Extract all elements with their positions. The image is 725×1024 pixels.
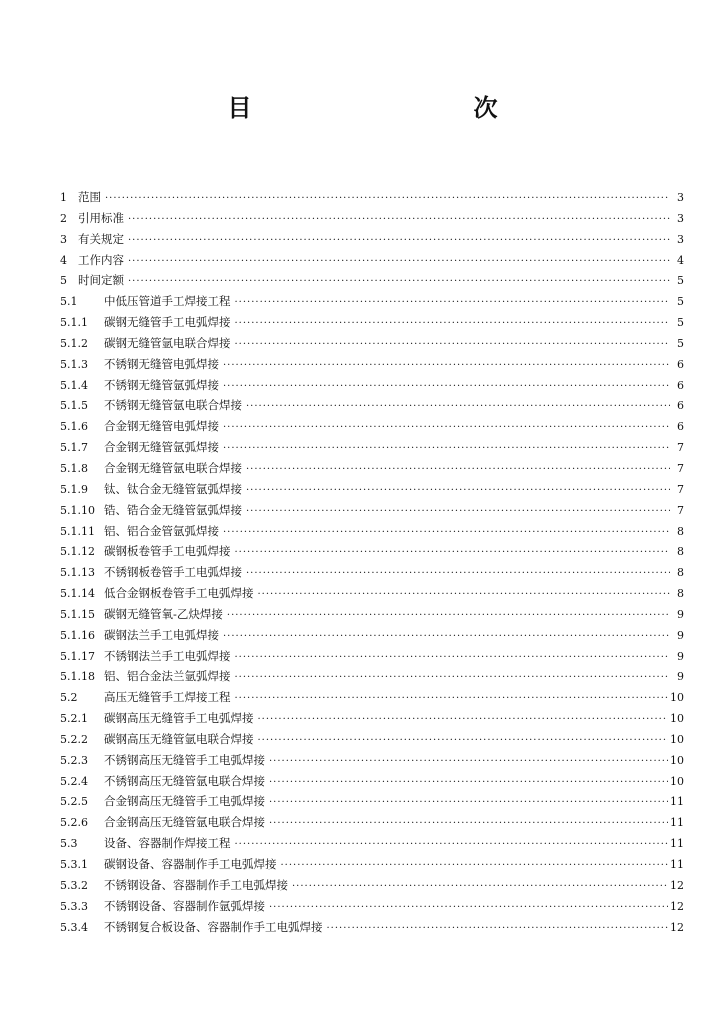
toc-entry-page: 8 [677, 545, 684, 559]
page-title: 目 次 [227, 94, 556, 122]
toc-entry-page: 9 [677, 649, 684, 663]
toc-leader-dots [128, 252, 670, 273]
toc-entry-number: 1 [60, 191, 67, 204]
toc-leader-dots [235, 293, 671, 314]
toc-entry-number: 5.2 [60, 691, 78, 705]
toc-entry-title: 高压无缝管手工焊接工程 [104, 690, 231, 705]
toc-entry-title: 不锈钢复合板设备、容器制作手工电弧焊接 [104, 919, 323, 934]
toc-entry-number: 5.1.5 [60, 399, 88, 413]
toc-entry-page: 12 [670, 878, 684, 892]
toc-leader-dots [269, 898, 668, 919]
toc-entry-number: 5.2.3 [60, 753, 88, 767]
toc-entry-title: 合金钢无缝管氩电联合焊接 [104, 460, 242, 475]
toc-entry-page: 5 [677, 274, 684, 288]
toc-entry-title: 碳钢无缝管手工电弧焊接 [104, 315, 231, 330]
toc-entry[interactable] [60, 521, 684, 542]
toc-leader-dots [258, 731, 669, 752]
toc-entry-page: 9 [677, 628, 684, 642]
toc-entry[interactable] [60, 270, 684, 291]
toc-leader-dots [223, 356, 670, 377]
toc-entry-page: 3 [677, 232, 684, 246]
toc-entry-title: 锆、锆合金无缝管氩弧焊接 [104, 502, 242, 517]
toc-entry-title: 不锈钢无缝管电弧焊接 [104, 356, 219, 371]
toc-entry[interactable] [60, 541, 684, 562]
toc-entry-number: 5.3 [60, 837, 78, 851]
toc-entry-number: 5.2.2 [60, 732, 88, 746]
toc-entry-title: 合金钢无缝管电弧焊接 [104, 419, 219, 434]
toc-entry-page: 10 [670, 691, 684, 705]
toc-entry[interactable] [60, 375, 684, 396]
toc-leader-dots [235, 835, 669, 856]
toc-entry-page: 8 [677, 524, 684, 538]
toc-entry-title: 不锈钢板卷管手工电弧焊接 [104, 565, 242, 580]
toc-entry-page: 9 [677, 670, 684, 684]
toc-leader-dots [227, 606, 670, 627]
toc-leader-dots [269, 814, 668, 835]
toc-entry-title: 低合金钢板卷管手工电弧焊接 [104, 586, 254, 601]
toc-leader-dots [223, 377, 670, 398]
toc-entry[interactable] [60, 333, 684, 354]
toc-leader-dots [128, 210, 670, 231]
toc-entry-title: 不锈钢无缝管氩弧焊接 [104, 377, 219, 392]
toc-leader-dots [269, 752, 668, 773]
toc-entry-number: 5.1.10 [60, 503, 95, 517]
toc-entry[interactable] [60, 437, 684, 458]
toc-entry-title: 碳钢无缝管氧-乙炔焊接 [104, 606, 223, 621]
toc-entry-page: 11 [670, 837, 684, 851]
toc-entry-number: 5.1.13 [60, 566, 95, 580]
toc-entry[interactable] [60, 395, 684, 416]
toc-entry-number: 2 [60, 211, 67, 225]
toc-entry-page: 11 [670, 858, 684, 871]
toc-entry-page: 3 [677, 191, 684, 204]
toc-entry[interactable] [60, 562, 684, 583]
toc-entry-title: 不锈钢高压无缝管氩电联合焊接 [104, 773, 265, 788]
toc-entry-title: 碳钢高压无缝管手工电弧焊接 [104, 711, 254, 726]
toc-entry-number: 5.2.6 [60, 816, 88, 830]
toc-entry-page: 8 [677, 587, 684, 601]
toc-entry-number: 5.3.3 [60, 899, 88, 913]
toc-entry-number: 4 [60, 253, 67, 267]
toc-entry-page: 11 [670, 795, 684, 809]
toc-leader-dots [246, 397, 670, 418]
toc-entry-page: 10 [670, 712, 684, 726]
toc-entry-number: 5.1.17 [60, 649, 95, 663]
toc-entry-number: 5.3.2 [60, 878, 88, 892]
toc-entry-page: 6 [677, 378, 684, 392]
toc-entry-page: 7 [677, 482, 684, 496]
toc-entry[interactable] [60, 771, 684, 792]
toc-entry-title: 碳钢法兰手工电弧焊接 [104, 627, 219, 642]
toc-entry-page: 10 [670, 753, 684, 767]
toc-entry-page: 8 [677, 566, 684, 580]
toc-leader-dots [269, 773, 668, 794]
toc-leader-dots [235, 314, 671, 335]
toc-entry-number: 5.1.6 [60, 420, 88, 434]
toc-entry-page: 12 [670, 920, 684, 934]
toc-entry-page: 5 [677, 316, 684, 330]
toc-entry-number: 5.1.14 [60, 587, 95, 601]
toc-leader-dots [235, 668, 671, 689]
toc-entry-title: 时间定额 [78, 273, 124, 288]
toc-entry-page: 7 [677, 461, 684, 475]
toc-entry-title: 碳钢板卷管手工电弧焊接 [104, 544, 231, 559]
toc-entry-number: 5 [60, 274, 67, 288]
toc-entry-page: 7 [677, 441, 684, 455]
toc-leader-dots [235, 689, 669, 710]
toc-entry[interactable] [60, 729, 684, 750]
toc-entry-page: 6 [677, 420, 684, 434]
toc-entry-title: 不锈钢高压无缝管手工电弧焊接 [104, 752, 265, 767]
toc-entry-title: 钛、钛合金无缝管氩弧焊接 [104, 481, 242, 496]
toc-entry-number: 5.1.4 [60, 378, 88, 392]
toc-entry[interactable] [60, 416, 684, 437]
toc-entry-title: 不锈钢无缝管氩电联合焊接 [104, 398, 242, 413]
toc-entry[interactable] [60, 646, 684, 667]
toc-entry-number: 5.2.1 [60, 712, 88, 726]
toc-entry[interactable] [60, 187, 684, 208]
toc-leader-dots [235, 648, 671, 669]
toc-entry-number: 5.1 [60, 295, 78, 309]
toc-entry[interactable] [60, 291, 684, 312]
toc-entry-title: 不锈钢设备、容器制作氩弧焊接 [104, 898, 265, 913]
toc-entry-title: 合金钢高压无缝管手工电弧焊接 [104, 794, 265, 809]
toc-leader-dots [128, 272, 670, 293]
toc-leader-dots [235, 543, 671, 564]
toc-entry-page: 3 [677, 211, 684, 225]
toc-entry[interactable] [60, 458, 684, 479]
toc-entry-number: 5.1.18 [60, 670, 95, 684]
toc-entry-page: 4 [677, 253, 684, 267]
toc-entry[interactable] [60, 625, 684, 646]
toc-entry-title: 不锈钢设备、容器制作手工电弧焊接 [104, 877, 288, 892]
toc-leader-dots [292, 877, 668, 898]
toc-entry-title: 工作内容 [78, 252, 124, 267]
toc-leader-dots [223, 418, 670, 439]
toc-entry-title: 铝、铝合金法兰氩弧焊接 [104, 669, 231, 684]
toc-entry-number: 5.2.5 [60, 795, 88, 809]
toc-leader-dots [269, 793, 668, 814]
toc-leader-dots [128, 231, 670, 252]
toc-leader-dots [223, 627, 670, 648]
toc-entry-title: 合金钢高压无缝管氩电联合焊接 [104, 815, 265, 830]
toc-entry-title: 不锈钢法兰手工电弧焊接 [104, 648, 231, 663]
toc-entry[interactable] [60, 687, 684, 708]
toc-entry[interactable] [60, 854, 684, 875]
toc-entry-number: 3 [60, 232, 67, 246]
toc-entry-number: 5.2.4 [60, 774, 88, 788]
toc-leader-dots [235, 335, 671, 356]
toc-entry[interactable] [60, 354, 684, 375]
toc-entry[interactable] [60, 208, 684, 229]
toc-entry-title: 范围 [78, 190, 101, 204]
toc-entry-page: 6 [677, 357, 684, 371]
toc-entry-title: 有关规定 [78, 231, 124, 246]
toc-entry-title: 引用标准 [78, 210, 124, 225]
toc-entry[interactable] [60, 479, 684, 500]
toc-entry[interactable] [60, 312, 684, 333]
toc-entry-number: 5.1.9 [60, 482, 88, 496]
toc-entry[interactable] [60, 583, 684, 604]
toc-leader-dots [246, 460, 670, 481]
toc-entry[interactable] [60, 604, 684, 625]
toc-entry-number: 5.1.12 [60, 545, 95, 559]
toc-entry-number: 5.1.8 [60, 461, 88, 475]
toc-entry-page: 10 [670, 732, 684, 746]
toc-entry[interactable] [60, 875, 684, 896]
toc-entry[interactable] [60, 750, 684, 771]
toc-entry[interactable] [60, 791, 684, 812]
toc-entry-page: 9 [677, 607, 684, 621]
toc-leader-dots [258, 710, 669, 731]
toc-entry-page: 6 [677, 399, 684, 413]
toc-entry-number: 5.3.4 [60, 920, 88, 934]
toc-entry[interactable] [60, 896, 684, 917]
toc-entry[interactable] [60, 229, 684, 250]
toc-entry[interactable] [60, 666, 684, 687]
toc-entry-page: 10 [670, 774, 684, 788]
toc-entry-title: 中低压管道手工焊接工程 [104, 294, 231, 309]
toc-entry-title: 合金钢无缝管氩弧焊接 [104, 440, 219, 455]
toc-entry[interactable] [60, 708, 684, 729]
toc-leader-dots [327, 919, 669, 940]
toc-entry-number: 5.1.1 [60, 316, 88, 330]
toc-entry-number: 5.3.1 [60, 858, 88, 871]
toc-entry-number: 5.1.7 [60, 441, 88, 455]
toc-entry[interactable] [60, 250, 684, 271]
toc-leader-dots [281, 856, 669, 877]
toc-leader-dots [105, 189, 670, 210]
toc-entry-number: 5.1.2 [60, 336, 88, 350]
toc-entry-title: 碳钢高压无缝管氩电联合焊接 [104, 731, 254, 746]
toc-entry[interactable] [60, 833, 684, 854]
toc-entry-page: 12 [670, 899, 684, 913]
toc-entry-page: 11 [670, 816, 684, 830]
toc-leader-dots [258, 585, 671, 606]
toc-entry-title: 铝、铝合金管氩弧焊接 [104, 523, 219, 538]
table-of-contents [60, 187, 684, 937]
toc-entry[interactable] [60, 500, 684, 521]
toc-leader-dots [223, 439, 670, 460]
toc-entry-page: 7 [677, 503, 684, 517]
toc-leader-dots [246, 502, 670, 523]
toc-entry-page: 5 [677, 336, 684, 350]
toc-leader-dots [223, 523, 670, 544]
toc-entry[interactable] [60, 812, 684, 833]
toc-entry-title: 设备、容器制作焊接工程 [104, 836, 231, 851]
toc-entry-number: 5.1.3 [60, 357, 88, 371]
toc-entry-number: 5.1.15 [60, 607, 95, 621]
toc-entry-number: 5.1.16 [60, 628, 95, 642]
toc-entry-title: 碳钢无缝管氩电联合焊接 [104, 335, 231, 350]
toc-leader-dots [246, 481, 670, 502]
toc-leader-dots [246, 564, 670, 585]
toc-entry-number: 5.1.11 [60, 524, 95, 538]
toc-entry[interactable] [60, 917, 684, 938]
toc-entry-title: 碳钢设备、容器制作手工电弧焊接 [104, 857, 277, 871]
toc-entry-page: 5 [677, 295, 684, 309]
